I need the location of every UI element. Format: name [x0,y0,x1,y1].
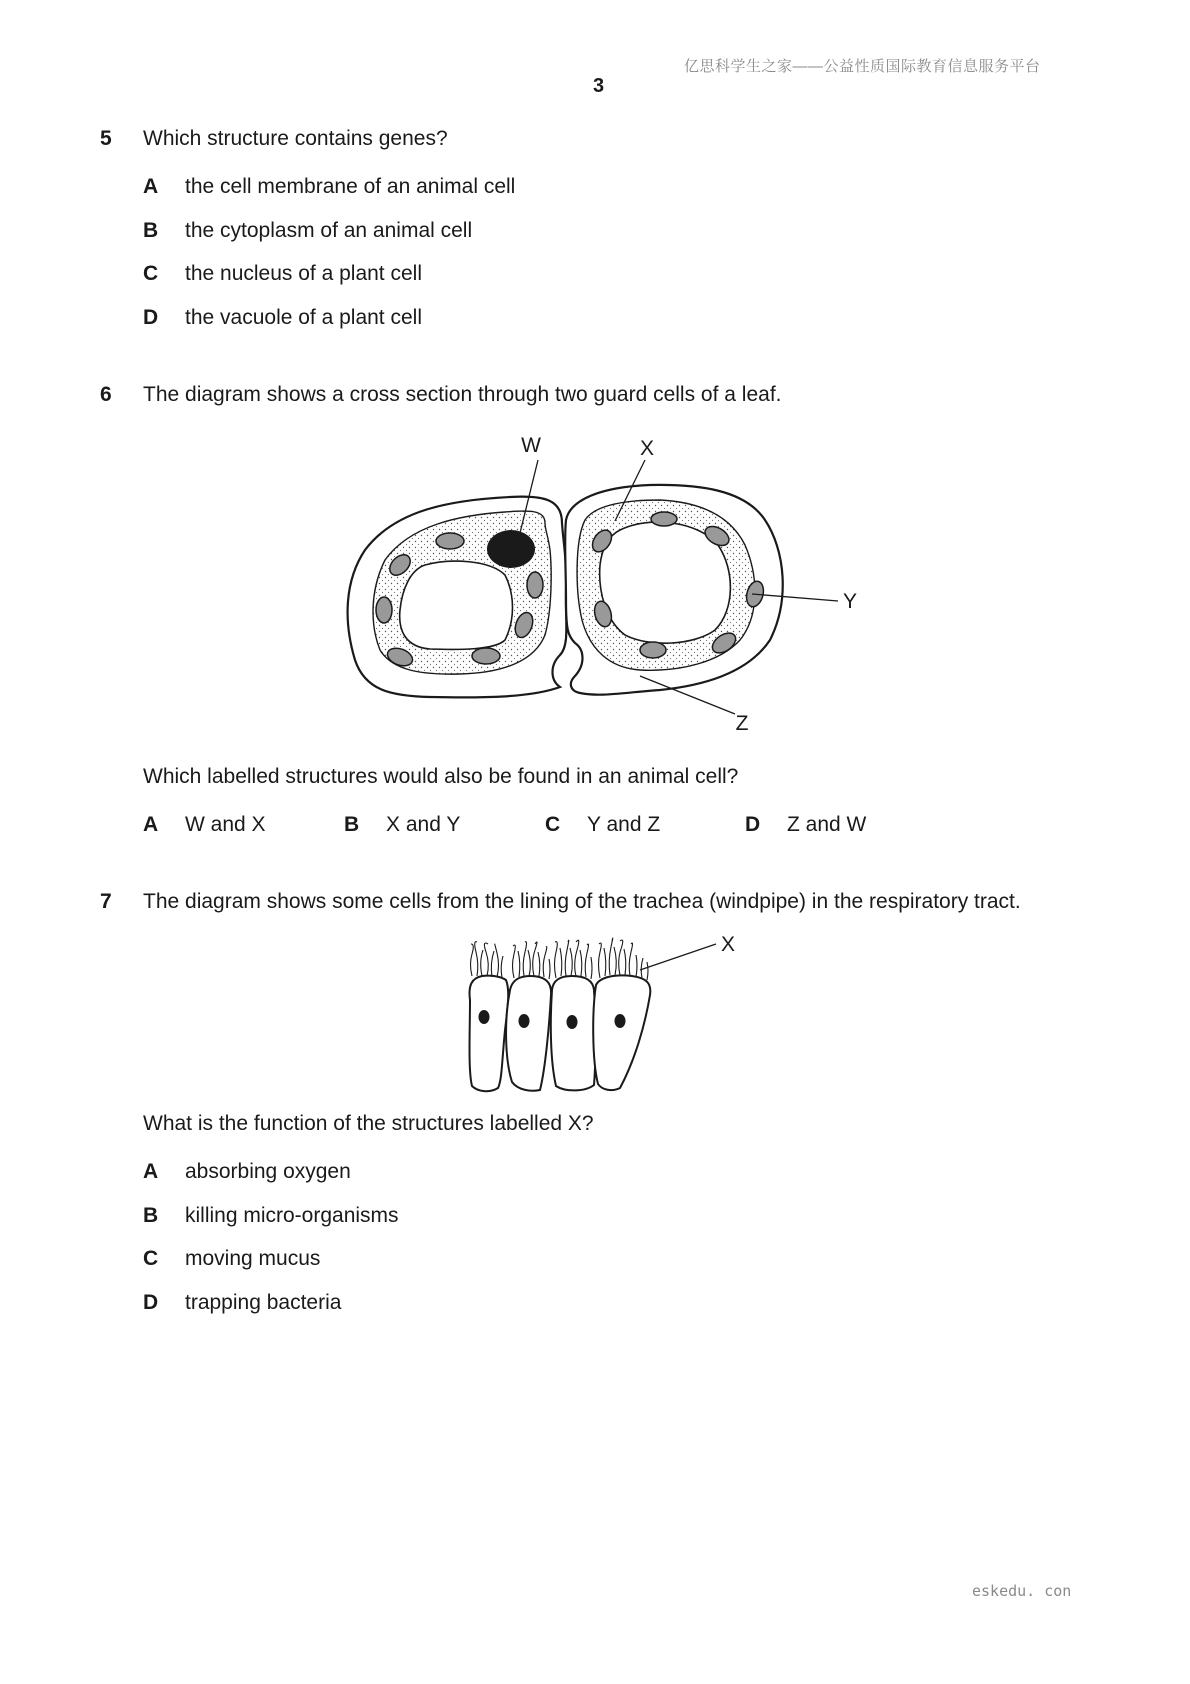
label-w: W [521,434,541,457]
option-letter: A [143,175,159,198]
label-y: Y [842,590,858,613]
question-number: 6 [100,383,112,406]
option-text: the nucleus of a plant cell [185,262,422,285]
label-x: X [639,437,655,460]
option-text: the cell membrane of an animal cell [185,175,516,198]
option-letter: B [143,219,159,242]
label-x: X [720,933,736,956]
question-text: The diagram shows some cells from the lining of the trachea (windpipe) in the respiratory tract. [143,890,1021,913]
guard-cells-diagram [330,425,870,740]
cell-nucleus [479,1010,490,1024]
option-text: trapping bacteria [185,1291,342,1314]
option-letter: C [143,1247,159,1270]
chloroplast [651,512,677,526]
trachea-cells-diagram [455,930,755,1100]
cell-nucleus [567,1015,578,1029]
question-text: The diagram shows a cross section through two guard cells of a leaf. [143,383,782,406]
option-text: Y and Z [587,813,661,836]
cilia [471,938,649,980]
option-text: the vacuole of a plant cell [185,306,422,329]
option-text: the cytoplasm of an animal cell [185,219,473,242]
option-text: moving mucus [185,1247,321,1270]
option-text: absorbing oxygen [185,1160,351,1183]
cell-nucleus [519,1014,530,1028]
option-letter: B [344,813,360,836]
chloroplast [376,597,392,623]
option-letter: C [143,262,159,285]
page-number: 3 [593,75,605,97]
question-followup: What is the function of the structures labelled X? [143,1112,594,1135]
ciliated-cell [551,976,596,1090]
chloroplast [640,642,666,658]
option-text: Z and W [787,813,867,836]
label-z: Z [735,712,749,735]
chloroplast [436,533,464,549]
chloroplast [527,572,543,598]
option-text: killing micro-organisms [185,1204,399,1227]
left-vacuole [400,561,513,649]
chloroplast [472,648,500,664]
ciliated-cell [593,975,650,1090]
option-letter: D [745,813,761,836]
question-number: 5 [100,127,112,150]
ciliated-cell [470,976,509,1092]
question-followup: Which labelled structures would also be found in an animal cell? [143,765,739,788]
option-letter: D [143,306,159,329]
ciliated-cell [506,976,551,1091]
nucleus [487,530,535,568]
footer-site: eskedu. con [972,1582,1072,1600]
question-text: Which structure contains genes? [143,127,448,150]
question-number: 7 [100,890,112,913]
label-line-x [640,944,716,970]
option-letter: A [143,813,159,836]
header-site-text: 亿思科学生之家——公益性质国际教育信息服务平台 [684,58,1041,75]
option-letter: C [545,813,561,836]
cell-nucleus [615,1014,626,1028]
option-letter: D [143,1291,159,1314]
option-letter: B [143,1204,159,1227]
option-text: X and Y [386,813,461,836]
option-letter: A [143,1160,159,1183]
option-text: W and X [185,813,266,836]
